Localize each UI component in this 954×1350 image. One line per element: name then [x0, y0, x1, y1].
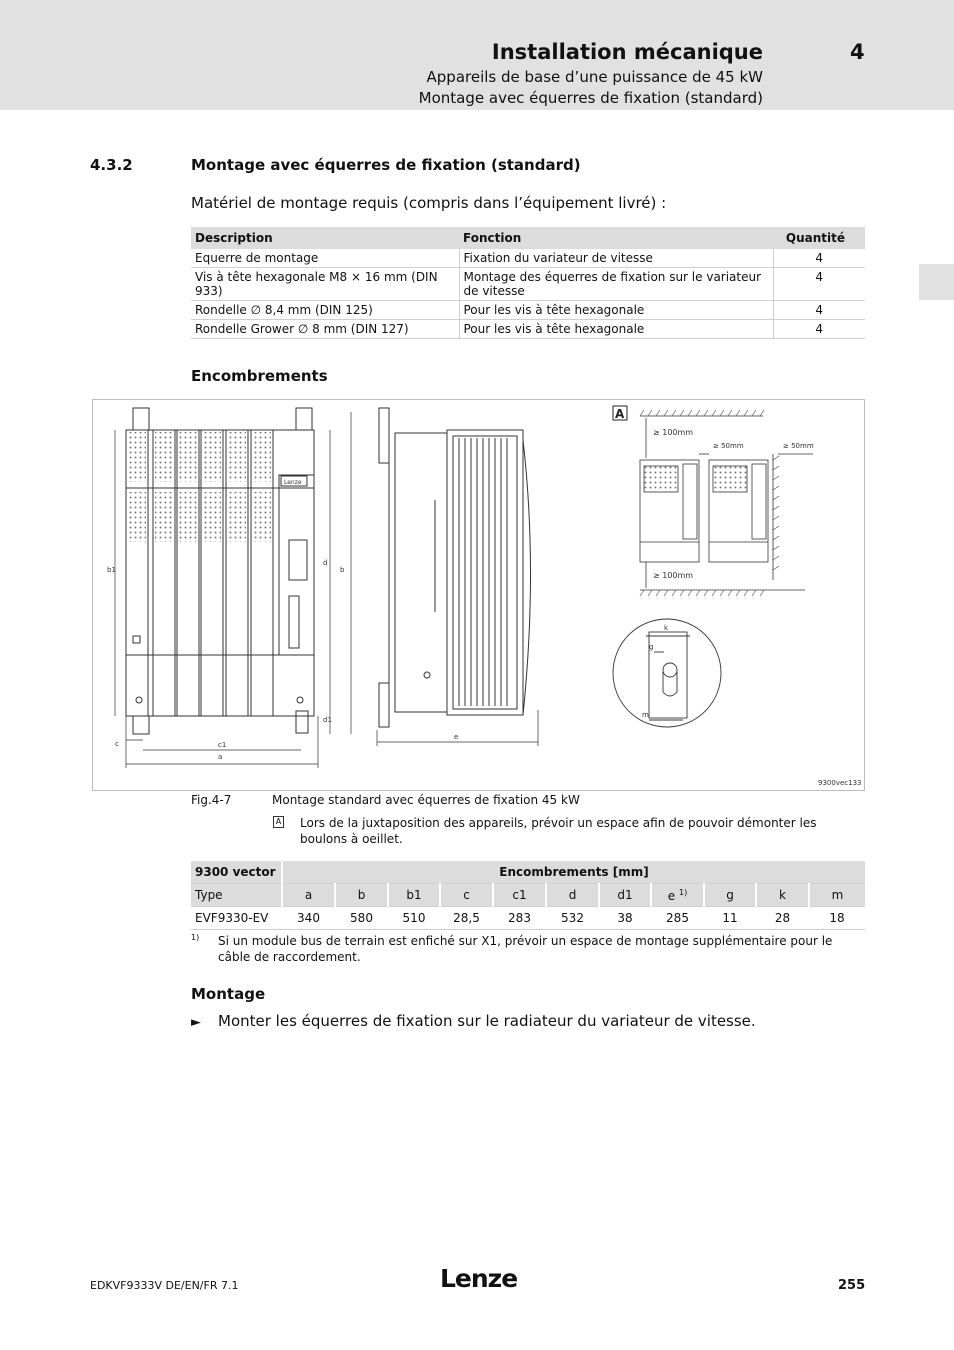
note-marker-icon: A: [273, 816, 284, 828]
cell-quantity: 4: [773, 301, 865, 320]
dim-col-g: g: [704, 884, 756, 907]
col-header-quantity: Quantité: [773, 227, 865, 249]
dim-value: 283: [493, 907, 546, 930]
dim-col-d1: d1: [599, 884, 651, 907]
drawing-code: 9300vec133: [818, 779, 862, 787]
dim-label-a: a: [218, 753, 223, 761]
cell-description: Rondelle Grower ∅ 8 mm (DIN 127): [191, 320, 459, 339]
figure-label: Fig.4-7: [191, 793, 232, 807]
montage-heading: Montage: [191, 985, 266, 1003]
montage-step: Monter les équerres de fixation sur le radiateur du variateur de vitesse.: [218, 1012, 756, 1030]
dim-col-b: b: [335, 884, 388, 907]
dim-label-b1: b1: [107, 566, 116, 574]
dim-type-value: EVF9330-EV: [191, 907, 282, 930]
clearance-marker: A: [615, 407, 625, 421]
dim-label-d: d: [323, 559, 328, 567]
dim-col-k: k: [756, 884, 809, 907]
cell-quantity: 4: [773, 268, 865, 301]
dim-col-e: [651, 884, 704, 907]
cell-quantity: 4: [773, 320, 865, 339]
section-number: 4.3.2: [90, 156, 133, 174]
dim-label-e: e: [454, 733, 459, 741]
footnote-text: Si un module bus de terrain est enfiché sur X1, prévoir un espace de montage supplémentaire pour le câble de raccordement.: [218, 934, 833, 964]
clearance-side-1: ≥ 50mm: [713, 442, 744, 450]
cell-function: Montage des équerres de fixation sur le variateur de vitesse: [459, 268, 773, 301]
dim-col-m: m: [809, 884, 865, 907]
cell-description: Vis à tête hexagonale M8 × 16 mm (DIN 933): [191, 268, 459, 301]
dim-col-e-footnote: 1): [679, 887, 688, 897]
cell-quantity: 4: [773, 249, 865, 268]
cell-description: Rondelle ∅ 8,4 mm (DIN 125): [191, 301, 459, 320]
dim-label-m: m: [642, 711, 649, 719]
dim-col-d: d: [546, 884, 599, 907]
lenze-logo: Lenze: [440, 1264, 518, 1293]
col-header-description: Description: [191, 227, 459, 249]
table-row: [191, 320, 865, 339]
step-arrow-icon: ►: [191, 1015, 201, 1030]
footer-doc-id: EDKVF9333V DE/EN/FR 7.1: [90, 1279, 239, 1292]
dim-value: 510: [388, 907, 440, 930]
dim-label-b: b: [340, 566, 345, 574]
col-header-function: Fonction: [459, 227, 773, 249]
chapter-title: Installation mécanique: [491, 40, 763, 64]
front-view: [126, 408, 314, 734]
header-subtitle-1: Appareils de base d’une puissance de 45 kW: [426, 68, 763, 86]
section-title: Montage avec équerres de fixation (standard): [191, 156, 581, 174]
table-row: [191, 249, 865, 268]
cell-description: Equerre de montage: [191, 249, 459, 268]
dim-value: 285: [651, 907, 704, 930]
dim-label-k: k: [664, 624, 669, 632]
figure-caption: Montage standard avec équerres de fixation 45 kW: [272, 793, 580, 807]
dim-label-d1: d1: [323, 716, 332, 724]
dim-label-c1: c1: [218, 741, 227, 749]
dim-group-header: Encombrements [mm]: [282, 861, 865, 884]
clearance-top: ≥ 100mm: [653, 428, 694, 437]
dim-product: 9300 vector: [191, 861, 282, 884]
clearance-bottom: ≥ 100mm: [653, 571, 694, 580]
table-row: [191, 268, 865, 301]
page-number: 255: [838, 1278, 866, 1293]
dim-col-c: c: [440, 884, 493, 907]
cell-function: Pour les vis à tête hexagonale: [459, 320, 773, 339]
drawing-svg: [93, 400, 864, 790]
dim-col-a: a: [282, 884, 335, 907]
keyhole-detail: [613, 619, 721, 727]
section-intro: Matériel de montage requis (compris dans l’équipement livré) :: [191, 194, 667, 212]
dim-col-b1: b1: [388, 884, 440, 907]
side-view: [379, 408, 531, 727]
dim-value: 340: [282, 907, 335, 930]
table-row: [191, 301, 865, 320]
materials-table: [191, 227, 865, 339]
cell-function: Fixation du variateur de vitesse: [459, 249, 773, 268]
dim-value: 11: [704, 907, 756, 930]
dim-value: 38: [599, 907, 651, 930]
dimensions-heading: Encombrements: [191, 367, 328, 385]
dim-value: 28: [756, 907, 809, 930]
clearance-side-2: ≥ 50mm: [783, 442, 814, 450]
header-subtitle-2: Montage avec équerres de fixation (standard): [418, 89, 763, 107]
footnote-marker: 1): [191, 933, 200, 942]
dim-value: 580: [335, 907, 388, 930]
dim-value: 532: [546, 907, 599, 930]
dim-type-label: Type: [191, 884, 282, 907]
cell-function: Pour les vis à tête hexagonale: [459, 301, 773, 320]
chapter-number: 4: [850, 40, 865, 64]
page-header: [0, 0, 954, 110]
dim-label-c: c: [115, 740, 119, 748]
brand-badge: Lenze: [284, 479, 302, 486]
dim-col-e-label: e: [667, 888, 676, 903]
dimension-drawing: [92, 399, 865, 791]
table-row: [191, 907, 865, 930]
dim-col-c1: c1: [493, 884, 546, 907]
dim-label-g: g: [649, 643, 654, 651]
chapter-tab-marker: [919, 264, 954, 300]
dim-value: 18: [809, 907, 865, 930]
dim-value: 28,5: [440, 907, 493, 930]
figure-note: Lors de la juxtaposition des appareils, prévoir un espace afin de pouvoir démonter les boulons à oeillet.: [300, 816, 817, 846]
dimensions-table: [191, 861, 865, 930]
